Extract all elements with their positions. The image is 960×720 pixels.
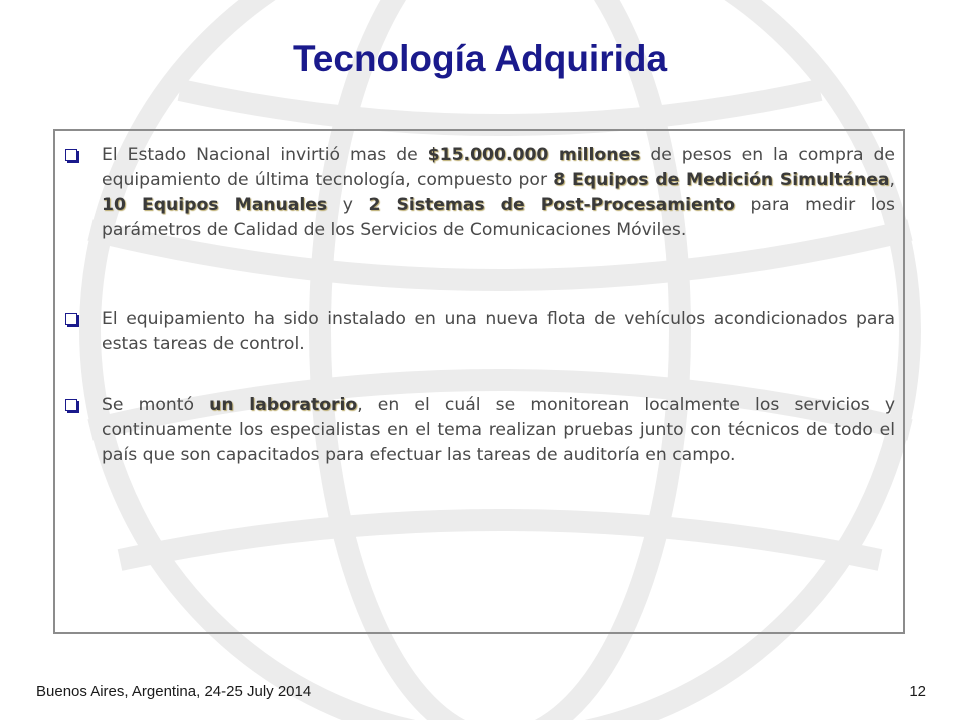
bullet-text — [102, 307, 895, 357]
highlighted-text: un laboratorio — [209, 395, 358, 415]
highlighted-text: $15.000.000 millones — [427, 145, 641, 165]
slide-title: Tecnología Adquirida — [292, 38, 668, 79]
bullet-text-segment: , en el cuál se monitorean localmente los servicios y continuamente los especialistas en el tema realizan pruebas junto con técnicos de todo el país que son capacitados para efectuar las tareas de auditoría en campo. — [102, 395, 895, 465]
highlighted-text: 8 Equipos de Medición Simultánea — [553, 170, 890, 190]
bullet-text-segment: Se montó — [102, 395, 210, 415]
page-number: 12 — [909, 683, 926, 700]
bullet-item — [65, 143, 895, 243]
checkbox-square-icon — [65, 313, 77, 325]
bullet-text-segment: y — [327, 195, 369, 215]
bullet-text-segment: El Estado Nacional invirtió mas de — [102, 145, 428, 165]
highlighted-text: 10 Equipos Manuales — [102, 195, 328, 215]
bullet-text-segment: , — [889, 170, 895, 190]
bullet-item — [65, 393, 895, 468]
bullet-text — [102, 393, 895, 468]
bullet-text-segment: El equipamiento ha sido instalado en una nueva flota de vehículos acondicionados para estas tareas de control. — [102, 309, 895, 354]
highlighted-text: 2 Sistemas de Post-Procesamiento — [368, 195, 735, 215]
bullet-item — [65, 307, 895, 357]
bullet-text-segment: de pesos en la compra de equipamiento de última tecnología, compuesto por — [102, 145, 895, 190]
bullet-text — [102, 143, 895, 243]
bullet-text-segment: para medir los parámetros de Calidad de los Servicios de Comunicaciones Móviles. — [102, 195, 895, 240]
content-box — [53, 129, 905, 634]
checkbox-square-icon — [65, 399, 77, 411]
footer-location-date: Buenos Aires, Argentina, 24-25 July 2014 — [36, 683, 312, 700]
checkbox-square-icon — [65, 149, 77, 161]
